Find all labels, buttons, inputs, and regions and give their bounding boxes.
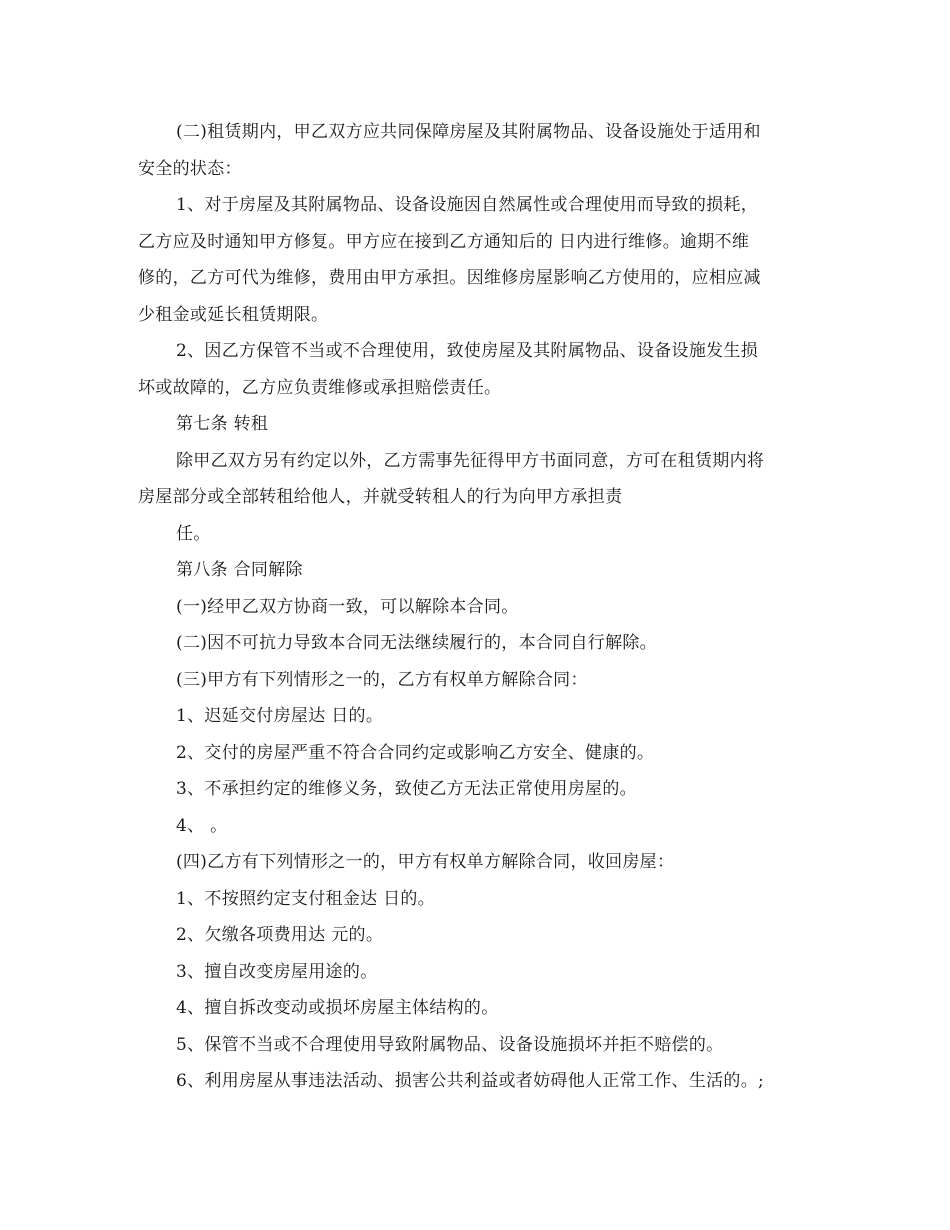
document-line: 修的，乙方可代为维修，费用由甲方承担。因维修房屋影响乙方使用的，应相应减 <box>138 268 761 288</box>
document-line: 任。 <box>176 523 211 544</box>
document-line: 5、保管不当或不合理使用导致附属物品、设备设施损坏并拒不赔偿的。 <box>176 1034 724 1055</box>
document-line: (二)租赁期内，甲乙双方应共同保障房屋及其附属物品、设备设施处于适用和 <box>176 122 761 142</box>
document-line: 4、 。 <box>176 815 228 836</box>
document-line: 6、利用房屋从事违法活动、损害公共利益或者妨碍他人正常工作、生活的。; <box>176 1071 765 1091</box>
document-line: 3、擅自改变房屋用途的。 <box>176 961 378 982</box>
document-line: (三)甲方有下列情形之一的，乙方有权单方解除合同： <box>176 669 588 690</box>
document-line: (二)因不可抗力导致本合同无法继续履行的，本合同自行解除。 <box>176 633 657 653</box>
document-line: (四)乙方有下列情形之一的，甲方有权单方解除合同，收回房屋： <box>176 852 675 872</box>
document-line: 坏或故障的，乙方应负责维修或承担赔偿责任。 <box>138 377 502 398</box>
document-line: 4、擅自拆改变动或损坏房屋主体结构的。 <box>176 998 499 1018</box>
document-line: 第八条 合同解除 <box>176 560 303 580</box>
document-line: 乙方应及时通知甲方修复。甲方应在接到乙方通知后的 日内进行维修。逾期不维 <box>138 231 750 252</box>
document-line: 1、对于房屋及其附属物品、设备设施因自然属性或合理使用而导致的损耗， <box>176 195 759 215</box>
document-line: 少租金或延长租赁期限。 <box>138 304 329 325</box>
document-line: 房屋部分或全部转租给他人，并就受转租人的行为向甲方承担责 <box>138 487 623 507</box>
document-line: 除甲乙双方另有约定以外，乙方需事先征得甲方书面同意，方可在租赁期内将 <box>176 450 765 471</box>
document-line: 2、交付的房屋严重不符合合同约定或影响乙方安全、健康的。 <box>176 742 655 763</box>
document-line: 2、因乙方保管不当或不合理使用，致使房屋及其附属物品、设备设施发生损 <box>176 341 759 361</box>
document-line: (一)经甲乙双方协商一致，可以解除本合同。 <box>176 596 519 617</box>
document-line: 2、欠缴各项费用达 元的。 <box>176 925 384 945</box>
document-line: 3、不承担约定的维修义务，致使乙方无法正常使用房屋的。 <box>176 779 637 799</box>
document-line: 1、迟延交付房屋达 日的。 <box>176 706 384 726</box>
document-line: 1、不按照约定支付租金达 日的。 <box>176 888 436 909</box>
document-line: 安全的状态： <box>138 158 242 179</box>
document-line: 第七条 转租 <box>176 414 269 434</box>
document-body <box>138 114 818 1100</box>
